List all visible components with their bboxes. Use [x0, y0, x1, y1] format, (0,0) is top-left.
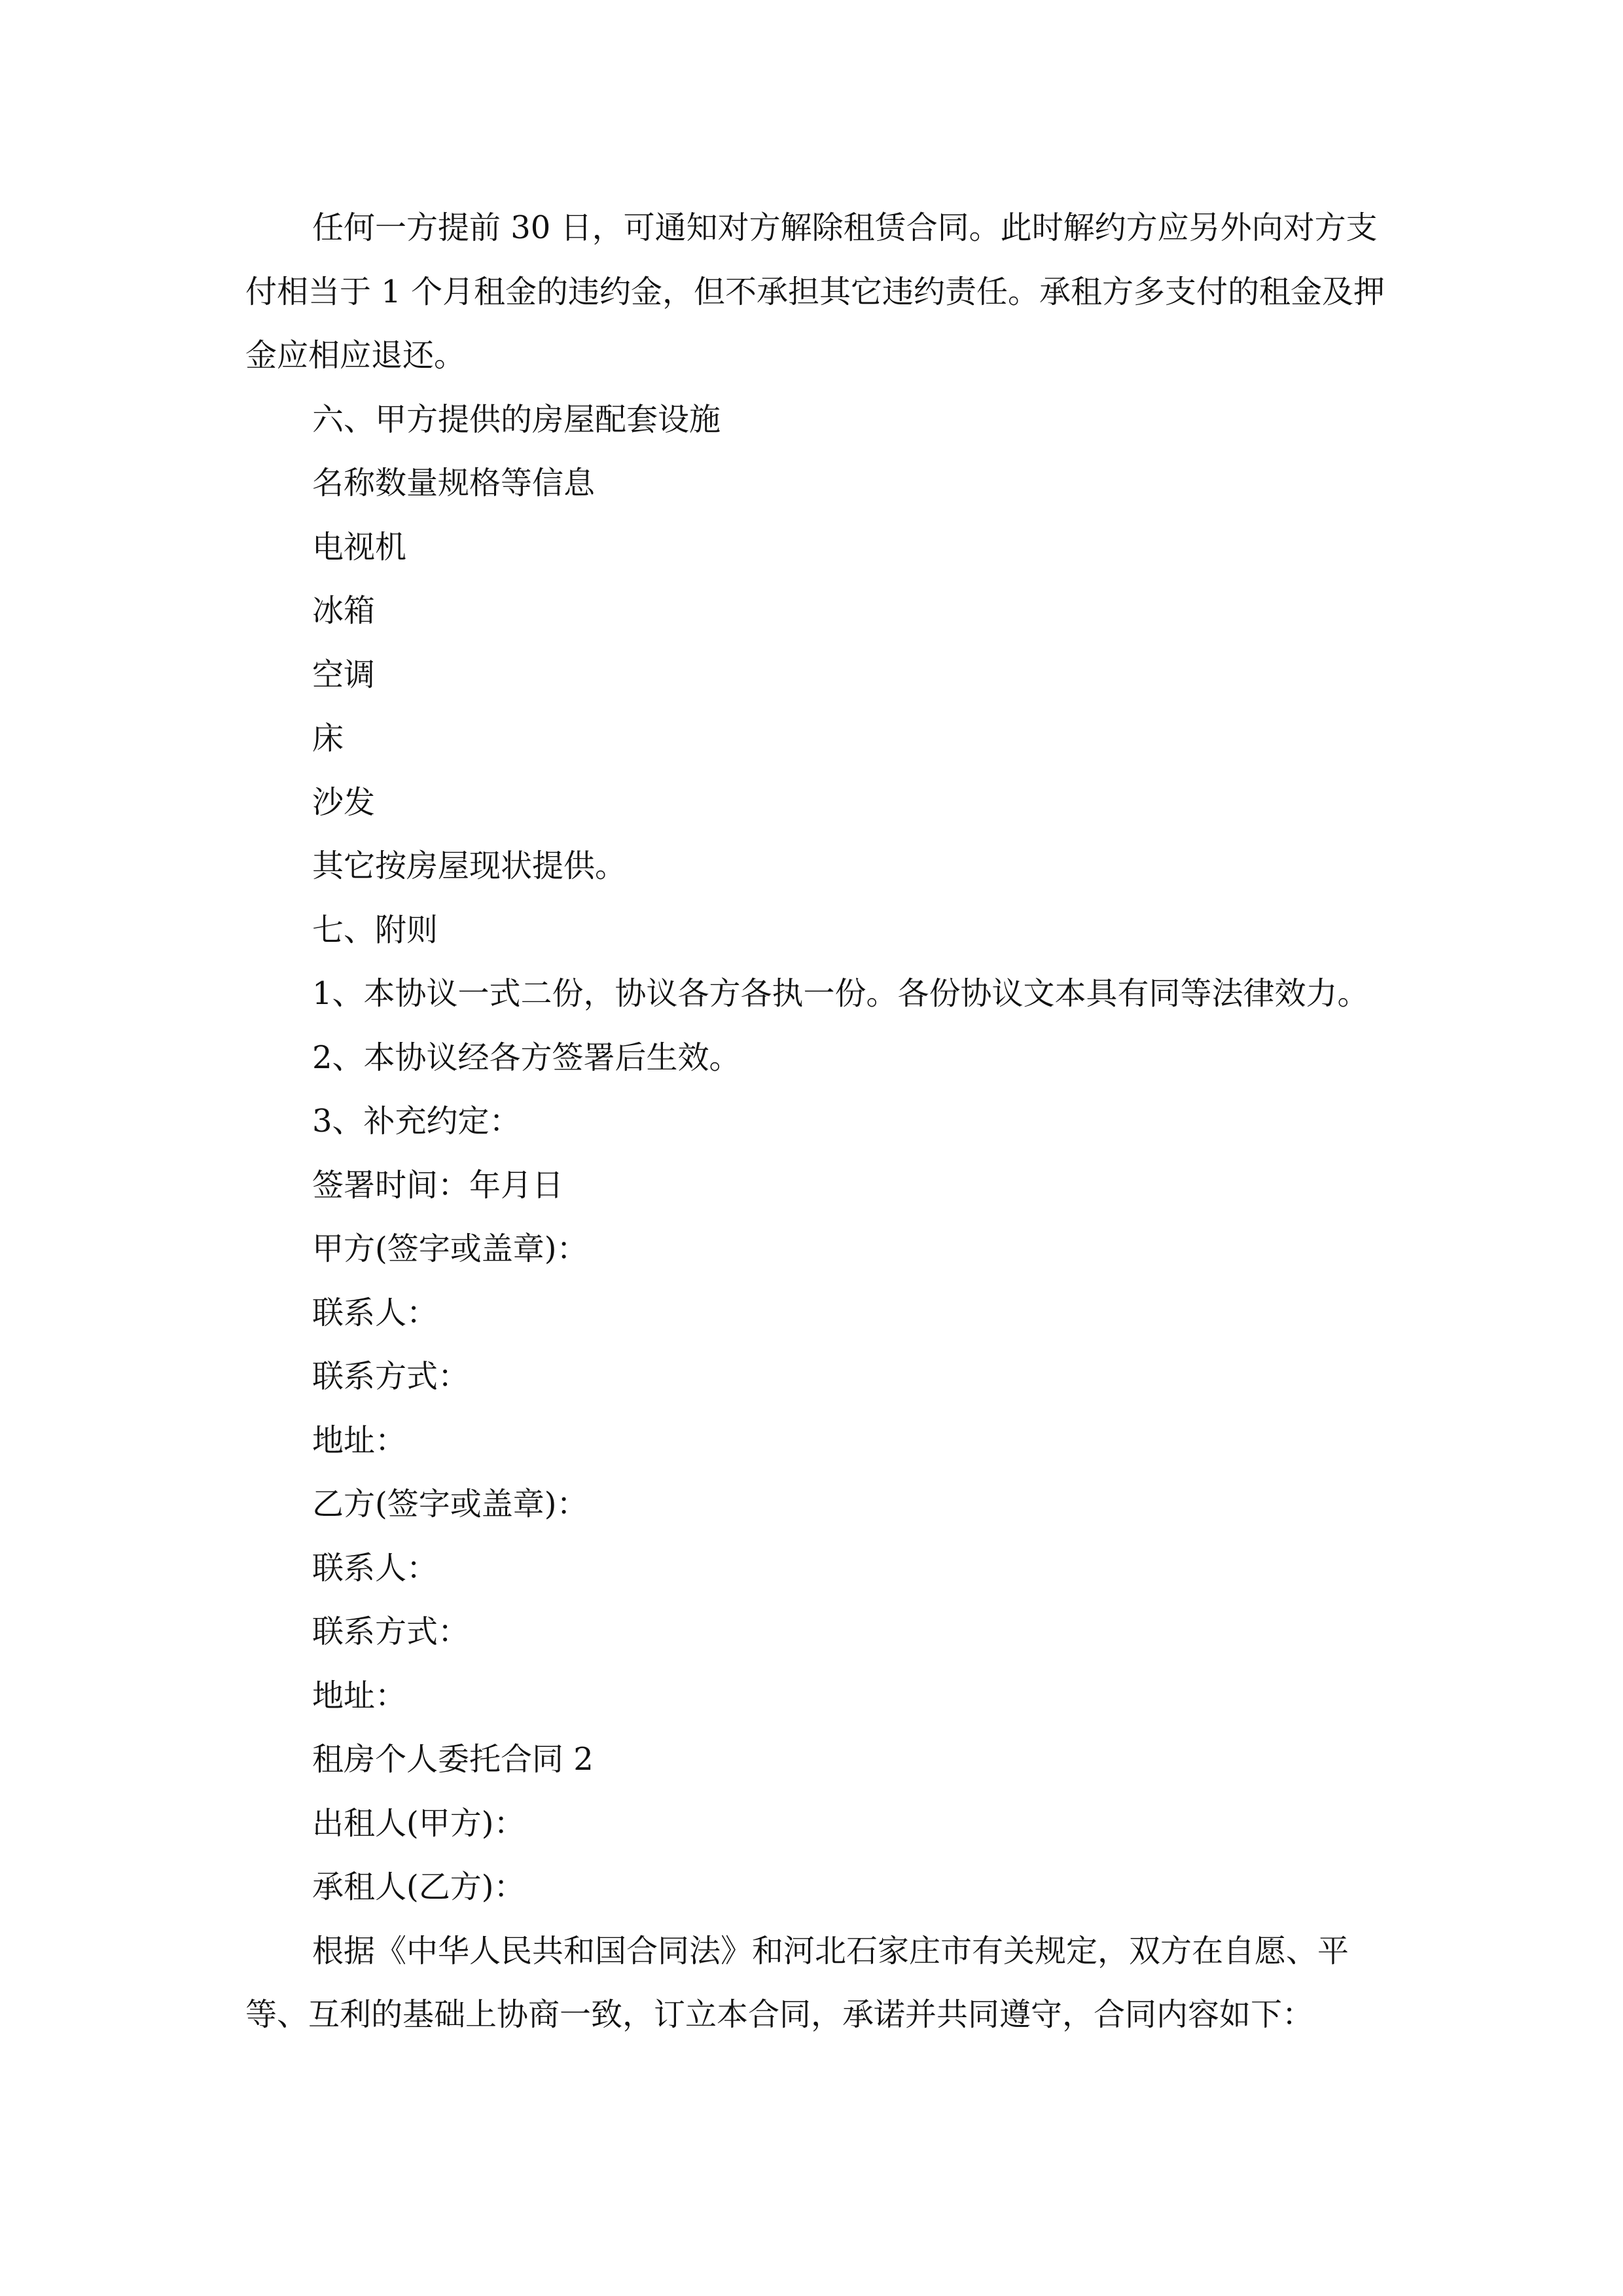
party-b-address: 地址： [312, 1677, 407, 1714]
contract-2-title: 租房个人委托合同 2 [312, 1741, 594, 1778]
clause-item: 2、本协议经各方签署后生效。 [312, 1039, 741, 1076]
clause-item: 3、补充约定： [312, 1103, 521, 1139]
party-a-address: 地址： [312, 1422, 407, 1459]
facilities-note: 其它按房屋现状提供。 [312, 848, 627, 884]
contract-preamble-paragraph: 根据《中华人民共和国合同法》和河北石家庄市有关规定，双方在自愿、平等、互利的基础上协商一致，订立本合同，承诺并共同遵守，合同内容如下： [245, 1932, 1349, 2033]
section-6-heading: 六、甲方提供的房屋配套设施 [312, 401, 721, 438]
party-a-contact: 联系人： [312, 1294, 438, 1331]
party-a-contact-method: 联系方式： [312, 1358, 470, 1395]
lessee-label: 承租人(乙方)： [312, 1869, 526, 1905]
clause-item: 1、本协议一式二份，协议各方各执一份。各份协议文本具有同等法律效力。 [312, 975, 1369, 1012]
facility-item: 电视机 [312, 528, 407, 565]
lessor-label: 出租人(甲方)： [312, 1804, 526, 1842]
facility-item: 空调 [312, 656, 376, 693]
termination-paragraph: 任何一方提前 30 日，可通知对方解除租赁合同。此时解约方应另外向对方支付相当于 1 个月租金的违约金，但不承担其它违约责任。承租方多支付的租金及押金应相应退还。 [245, 209, 1385, 374]
facility-item: 沙发 [312, 783, 376, 821]
sign-date: 签署时间：年月日 [312, 1166, 564, 1204]
party-b-contact-method: 联系方式： [312, 1613, 470, 1650]
document-body [245, 196, 1397, 2047]
section-7-heading: 七、附则 [312, 911, 438, 948]
party-b-contact: 联系人： [312, 1549, 438, 1587]
facility-item: 冰箱 [312, 592, 376, 629]
party-a-label: 甲方(签字或盖章)： [312, 1230, 588, 1267]
facility-item: 床 [312, 720, 344, 757]
facilities-header: 名称数量规格等信息 [312, 465, 596, 501]
party-b-label: 乙方(签字或盖章)： [312, 1486, 588, 1522]
